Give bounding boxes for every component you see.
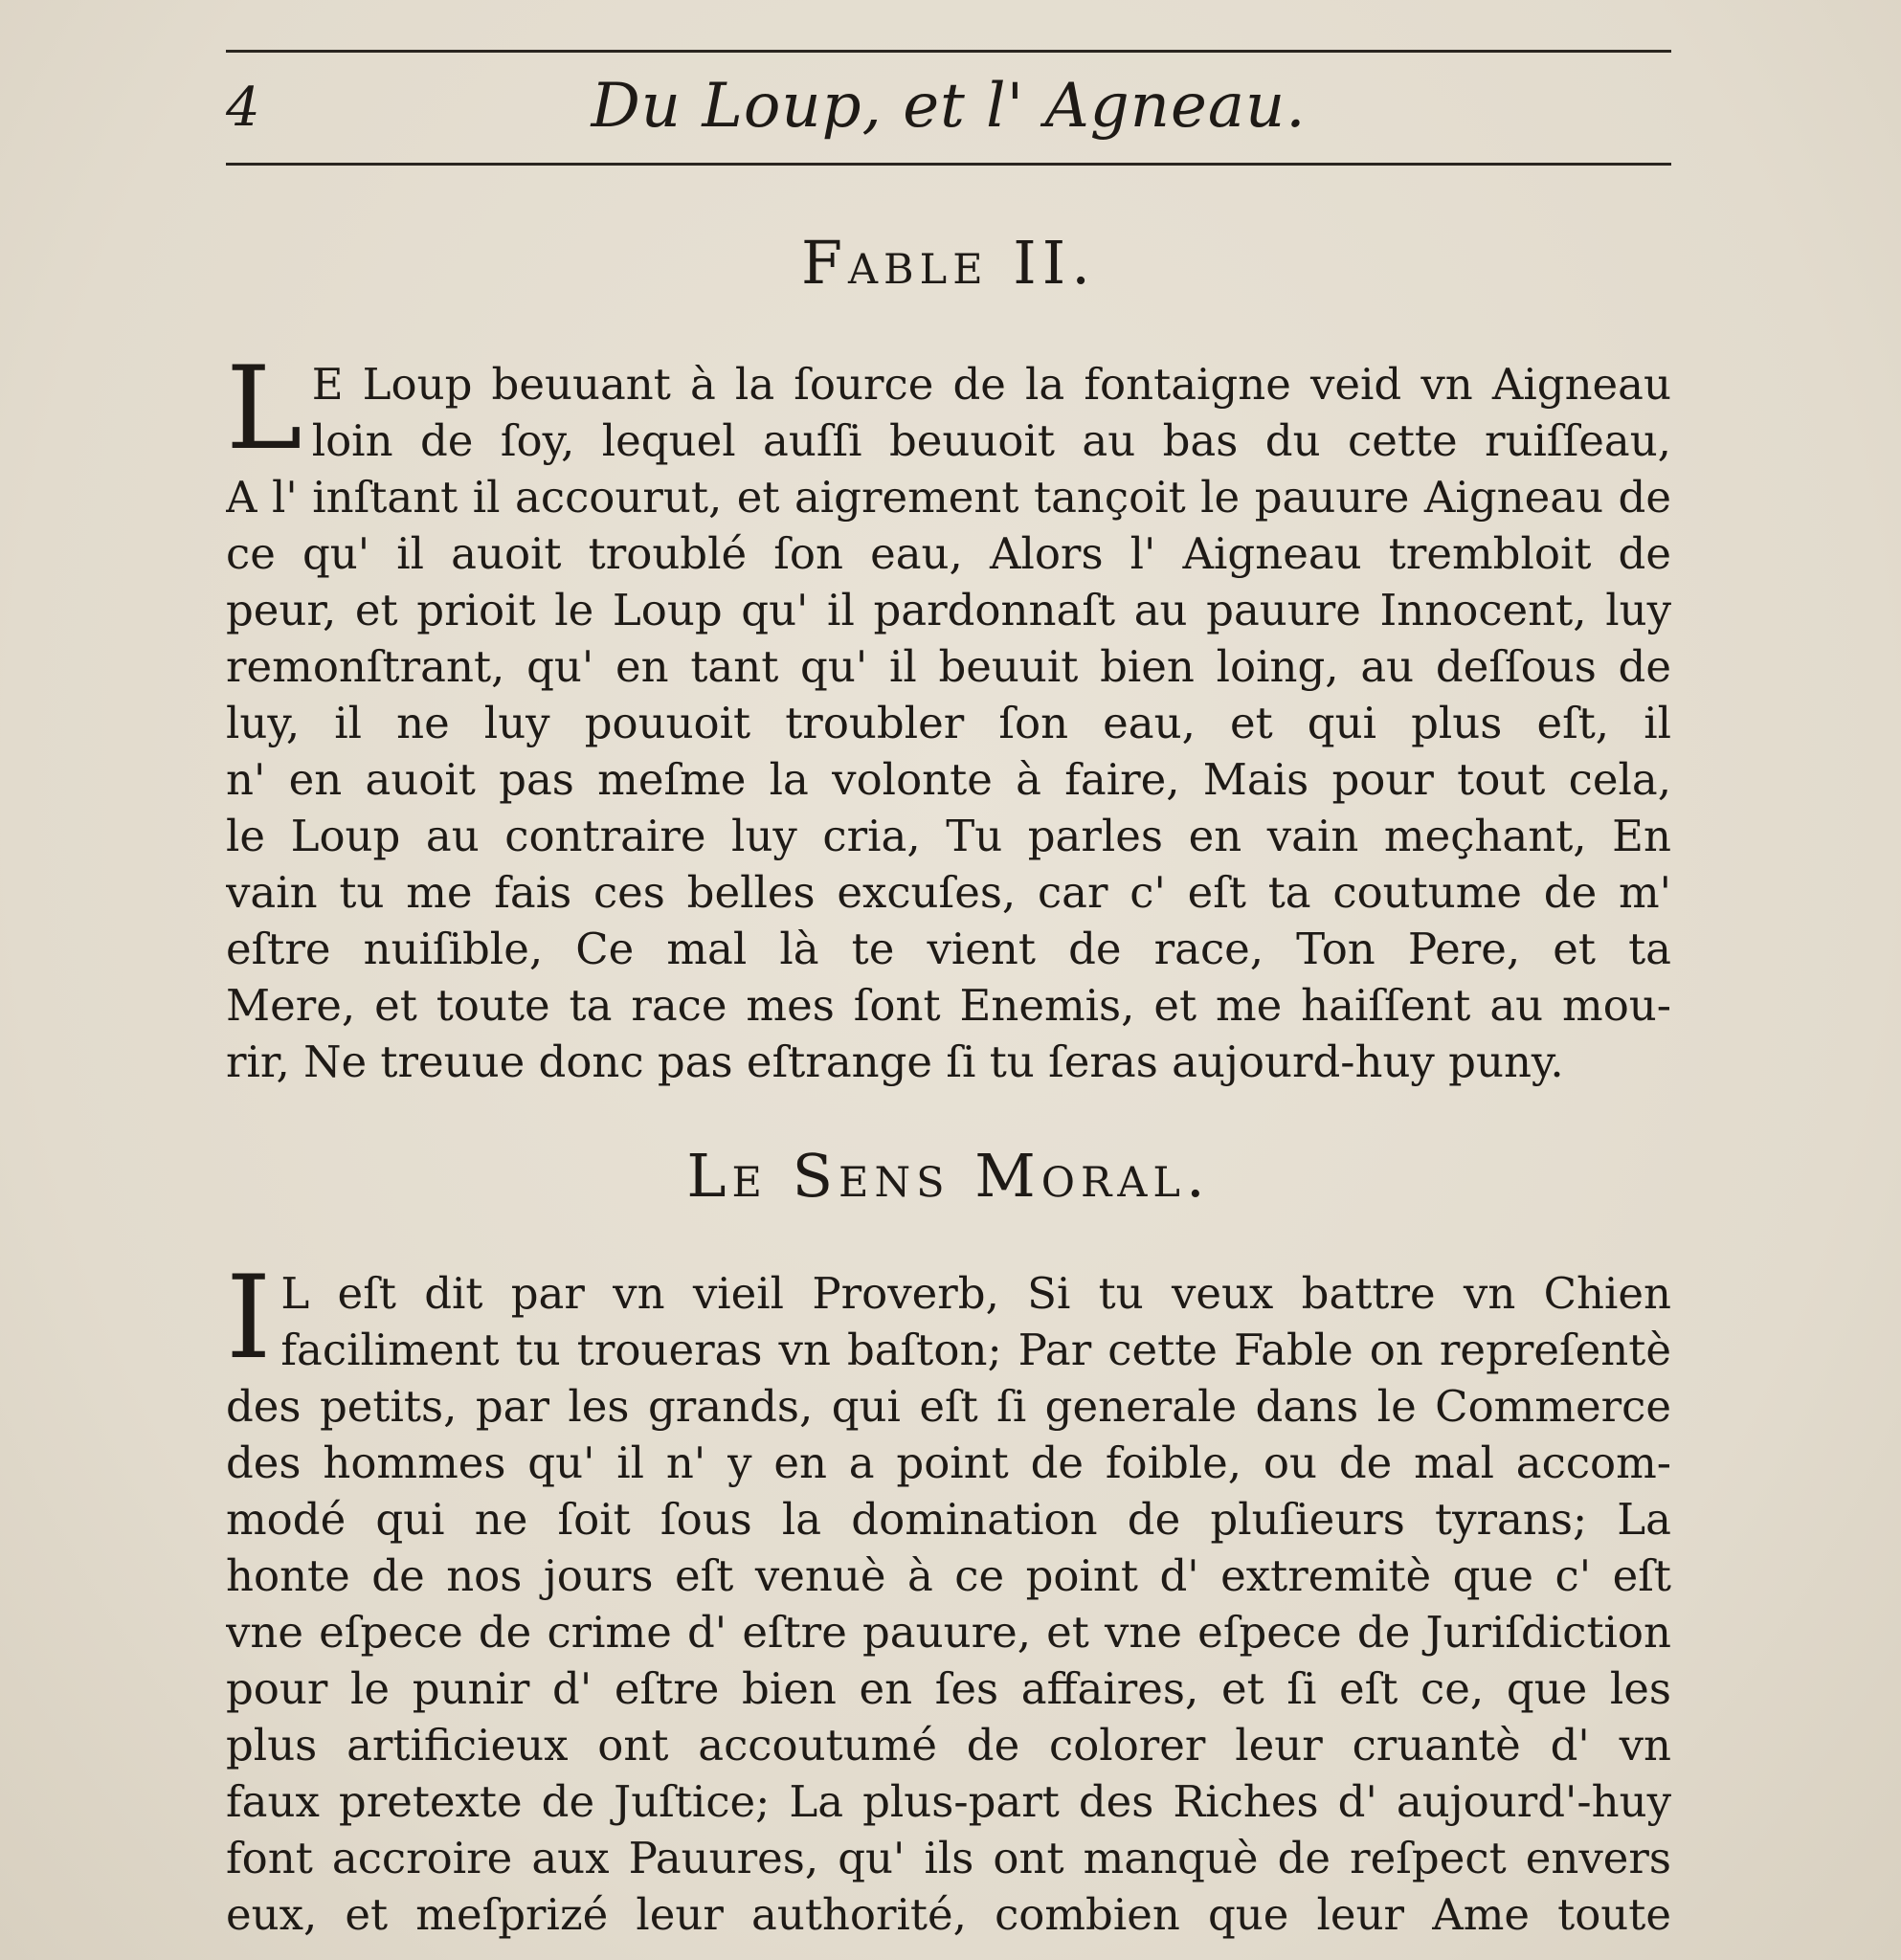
running-title: Du Loup, et l' Agneau. (591, 71, 1307, 142)
fable-text (226, 343, 1671, 1090)
text-line: plus artificieux ont accoutumé de colorer leur cruantè d' vn (226, 1720, 1671, 1771)
header-top-rule (226, 50, 1671, 53)
moral-heading: Le Sens Moral. (686, 1141, 1211, 1211)
text-line: faciliment tu troueras vn baſton; Par cette Fable on repreſentè (280, 1325, 1671, 1375)
text-line: E Loup beuuant à la ſource de la fontaigne veid vn Aigneau (311, 359, 1671, 410)
text-line: ce qu' il auoit troublé ſon eau, Alors l' Aigneau trembloit de (226, 528, 1671, 579)
text-line: L eſt dit par vn vieil Proverb, Si tu veux battre vn Chien (280, 1268, 1671, 1319)
text-line: eſtre nuiſible, Ce mal là te vient de race, Ton Pere, et ta (226, 924, 1671, 974)
text-line: faux pretexte de Juſtice; La plus-part des Riches d' aujourd'-huy (226, 1776, 1671, 1827)
text-line: vne eſpece de crime d' eſtre pauure, et vne eſpece de Juriſdiction (226, 1607, 1671, 1658)
moral-drop-cap: I (226, 1252, 272, 1385)
header-bottom-rule (226, 163, 1671, 166)
text-line: pour le punir d' eſtre bien en ſes affaires, et ſi eſt ce, que les (226, 1663, 1671, 1714)
text-line: font accroire aux Pauures, qu' ils ont manquè de reſpect envers (226, 1833, 1671, 1883)
text-line: des petits, par les grands, qui eſt ſi generale dans le Commerce (226, 1381, 1671, 1432)
text-line: remonſtrant, qu' en tant qu' il beuuit bien loing, au deſſous de (226, 641, 1671, 692)
text-line: rir, Ne treuue donc pas eſtrange ſi tu ſeras aujourd-huy puny. (226, 1036, 1564, 1087)
text-line: Mere, et toute ta race mes ſont Enemis, et me haiſſent au mou- (226, 980, 1671, 1031)
text-line: loin de ſoy, lequel auſſi beuuoit au bas du cette ruiſſeau, (311, 415, 1671, 466)
text-line: honte de nos jours eſt venuè à ce point d' extremitè que c' eſt (226, 1550, 1671, 1601)
text-line: luy, il ne luy pouuoit troubler ſon eau, et qui plus eſt, il (226, 698, 1671, 748)
fable-heading: Fable II. (800, 228, 1096, 298)
text-line: le Loup au contraire luy cria, Tu parles en vain meçhant, En (226, 811, 1671, 861)
moral-text (226, 1252, 1671, 1943)
fable-drop-cap: L (226, 343, 302, 476)
text-line: modé qui ne ſoit ſous la domination de pluſieurs tyrans; La (226, 1494, 1671, 1545)
text-line: n' en auoit pas meſme la volonte à faire, Mais pour tout cela, (226, 754, 1671, 805)
text-line: eux, et meſprizé leur authorité, combien que leur Ame toute (226, 1889, 1671, 1940)
running-head (226, 59, 1671, 155)
text-line: vain tu me fais ces belles excuſes, car c' eſt ta coutume de m' (226, 867, 1671, 918)
text-line: peur, et prioit le Loup qu' il pardonnaſt au pauure Innocent, luy (226, 585, 1671, 635)
text-line: des hommes qu' il n' y en a point de foible, ou de mal accom- (226, 1437, 1671, 1488)
text-line: A l' inſtant il accourut, et aigrement tançoit le pauure Aigneau de (226, 472, 1671, 523)
page-number: 4 (226, 77, 260, 139)
